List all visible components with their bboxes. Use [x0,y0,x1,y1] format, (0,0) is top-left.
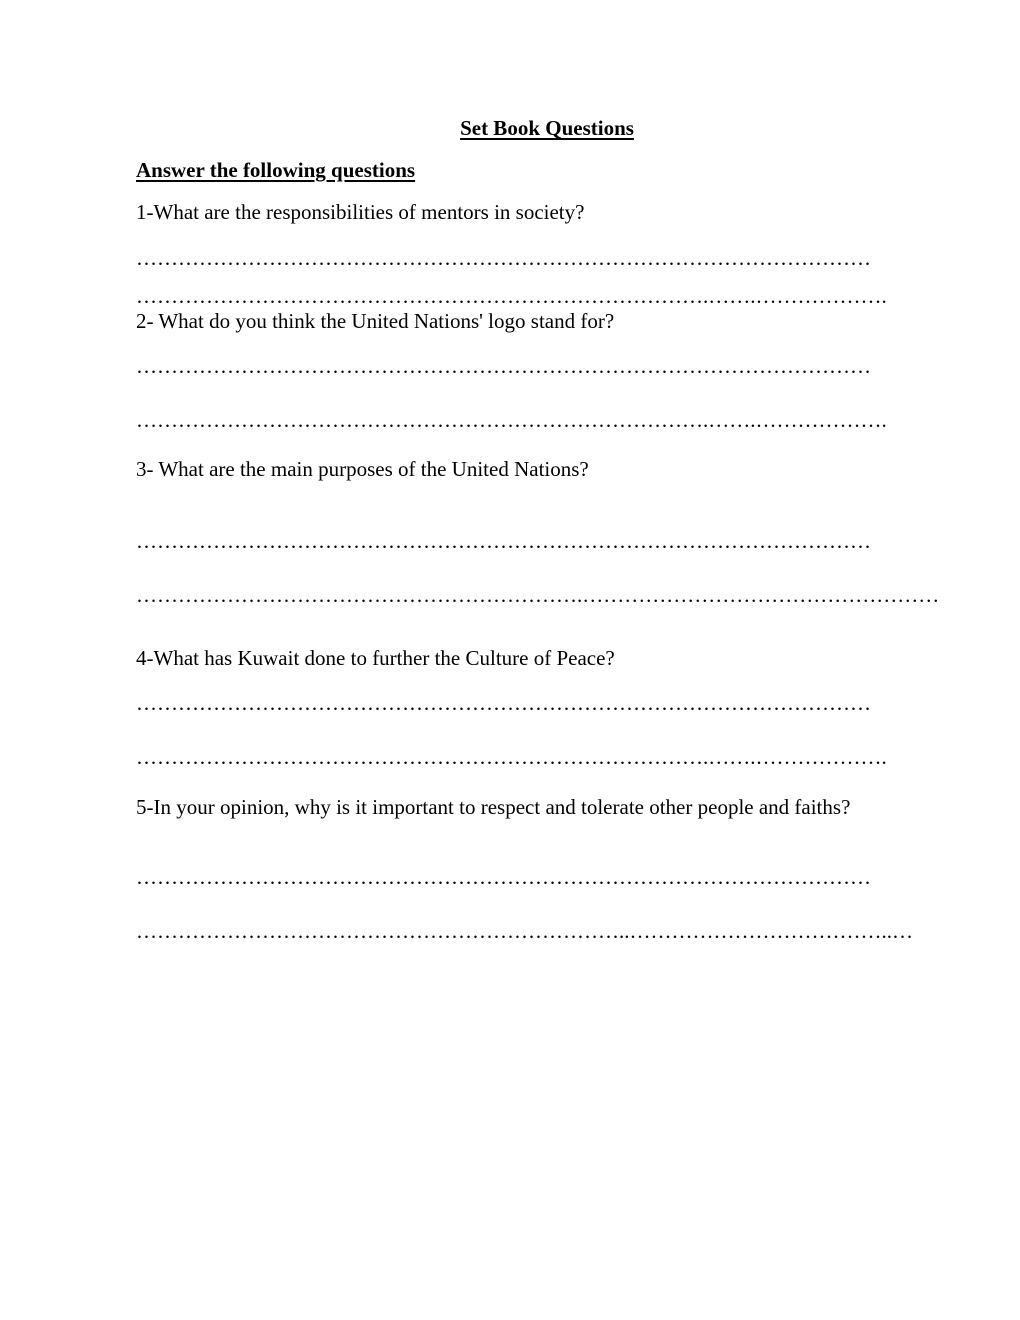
answer-line-3a: …………………………………………………………………………………………… [136,529,871,553]
answer-line-1a: …………………………………………………………………………………………… [136,246,871,270]
question-1: 1-What are the responsibilities of mentors in society? [136,200,585,224]
answer-line-2b: ……………………………………………………………………….…….………………. [136,408,887,432]
answer-line-4a: …………………………………………………………………………………………… [136,691,871,715]
answer-line-5b: ……………………………………………………………..………………………………..… [136,919,913,943]
answer-line-4b: ……………………………………………………………………….…….………………. [136,745,887,769]
answer-line-5a: …………………………………………………………………………………………… [136,865,871,889]
question-5: 5-In your opinion, why is it important to respect and tolerate other people and faiths? [136,795,851,819]
answer-line-3b: ……………………………………………………….…………………………………………… [136,583,940,607]
question-4: 4-What has Kuwait done to further the Culture of Peace? [136,646,615,670]
worksheet-title: Set Book Questions [460,116,634,140]
answer-line-2a: …………………………………………………………………………………………… [136,354,871,378]
question-3: 3- What are the main purposes of the United Nations? [136,457,589,481]
instruction-heading: Answer the following questions [136,158,416,182]
question-2: 2- What do you think the United Nations' logo stand for? [136,309,615,333]
answer-line-1b: ……………………………………………………………………….…….………………. [136,284,887,308]
